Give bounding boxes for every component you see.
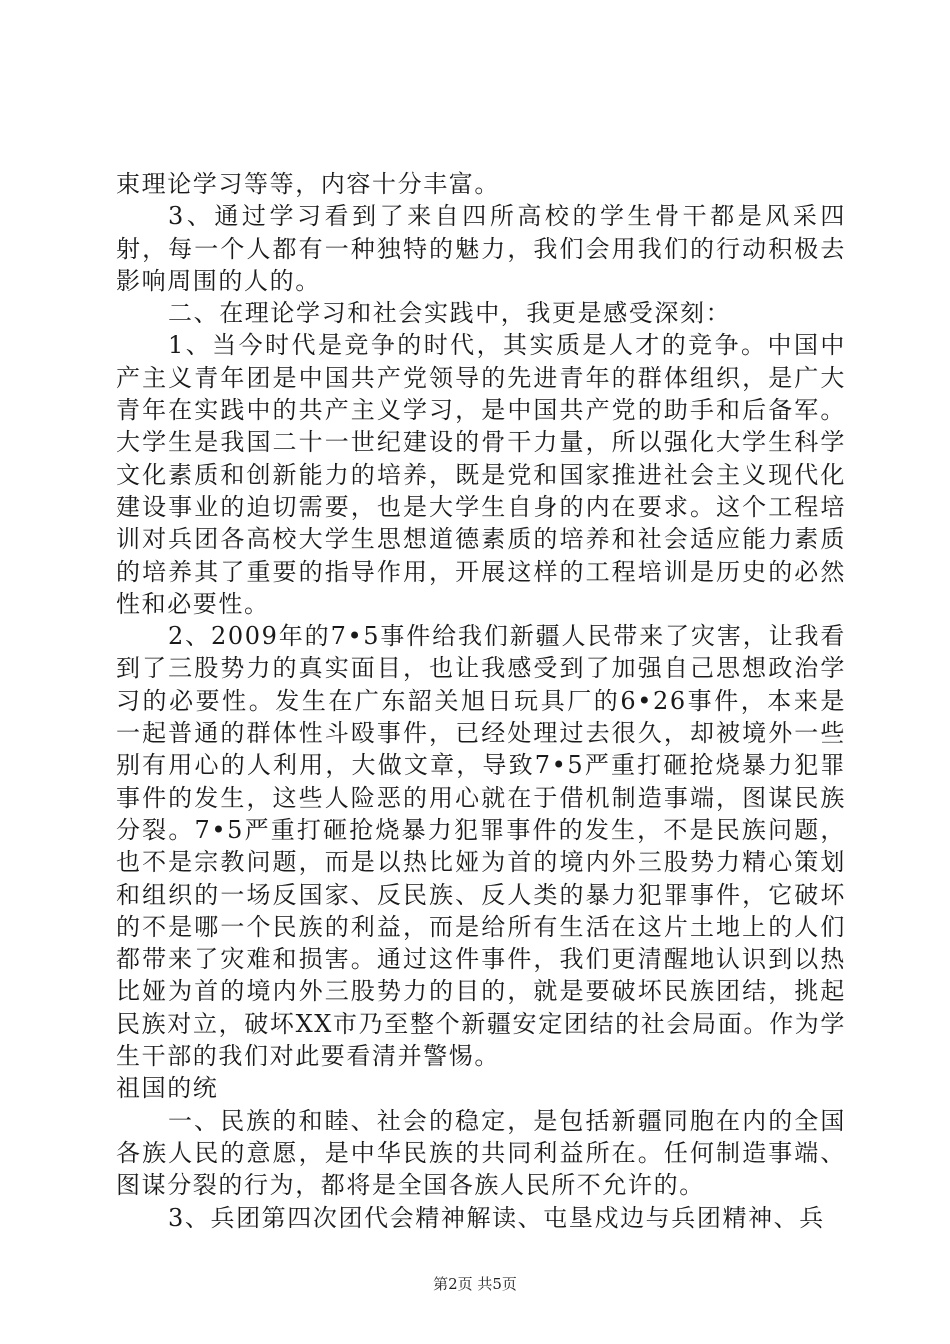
paragraph-2: 3、通过学习看到了来自四所高校的学生骨干都是风采四射，每一个人都有一种独特的魅力，我们会用我们的行动积极去影响周围的人的。 xyxy=(116,202,846,295)
paragraph-3: 二、在理论学习和社会实践中，我更是感受深刻： xyxy=(168,299,732,328)
document-body xyxy=(116,168,846,1234)
paragraph-6: 祖国的统 xyxy=(116,1074,219,1103)
paragraph-5: 2、2009年的7•5事件给我们新疆人民带来了灾害，让我看到了三股势力的真实面目，也让我感受到了加强自己思想政治学习的必要性。发生在广东韶关旭日玩具厂的6•26事件，本来是一起普通的群体性斗殴事件，已经处理过去很久，却被境外一些别有用心的人利用，大做文章，导致7•5严重打砸抢烧暴力犯罪事件的发生，这些人险恶的用心就在于借机制造事端，图谋民族分裂。7•5严重打砸抢烧暴力犯罪事件的发生，不是民族问题，也不是宗教问题，而是以热比娅为首的境内外三股势力精心策划和组织的一场反国家、反民族、反人类的暴力犯罪事件，它破坏的不是哪一个民族的利益，而是给所有生活在这片土地上的人们都带来了灾难和损害。通过这件事件，我们更清醒地认识到以热比娅为首的境内外三股势力的目的，就是要破坏民族团结，挑起民族对立，破坏XX市乃至整个新疆安定团结的社会局面。作为学生干部的我们对此要看清并警惕。 xyxy=(116,622,846,1071)
paragraph-8: 3、兵团第四次团代会精神解读、屯垦戍边与兵团精神、兵 xyxy=(168,1203,825,1232)
paragraph-1: 束理论学习等等，内容十分丰富。 xyxy=(116,170,500,198)
page-number: 第2页 共5页 xyxy=(433,1275,517,1293)
paragraph-7: 一、民族的和睦、社会的稳定，是包括新疆同胞在内的全国各族人民的意愿，是中华民族的共同利益所在。任何制造事端、图谋分裂的行为，都将是全国各族人民所不允许的。 xyxy=(116,1106,846,1200)
page-footer xyxy=(0,1273,950,1294)
paragraph-4: 1、当今时代是竞争的时代，其实质是人才的竞争。中国中产主义青年团是中国共产党领导的先进青年的群体组织，是广大青年在实践中的共产主义学习，是中国共产党的助手和后备军。大学生是我国二十一世纪建设的骨干力量，所以强化大学生科学文化素质和创新能力的培养，既是党和国家推进社会主义现代化建设事业的迫切需要，也是大学生自身的内在要求。这个工程培训对兵团各高校大学生思想道德素质的培养和社会适应能力素质的培养其了重要的指导作用，开展这样的工程培训是历史的必然性和必要性。 xyxy=(116,331,846,618)
